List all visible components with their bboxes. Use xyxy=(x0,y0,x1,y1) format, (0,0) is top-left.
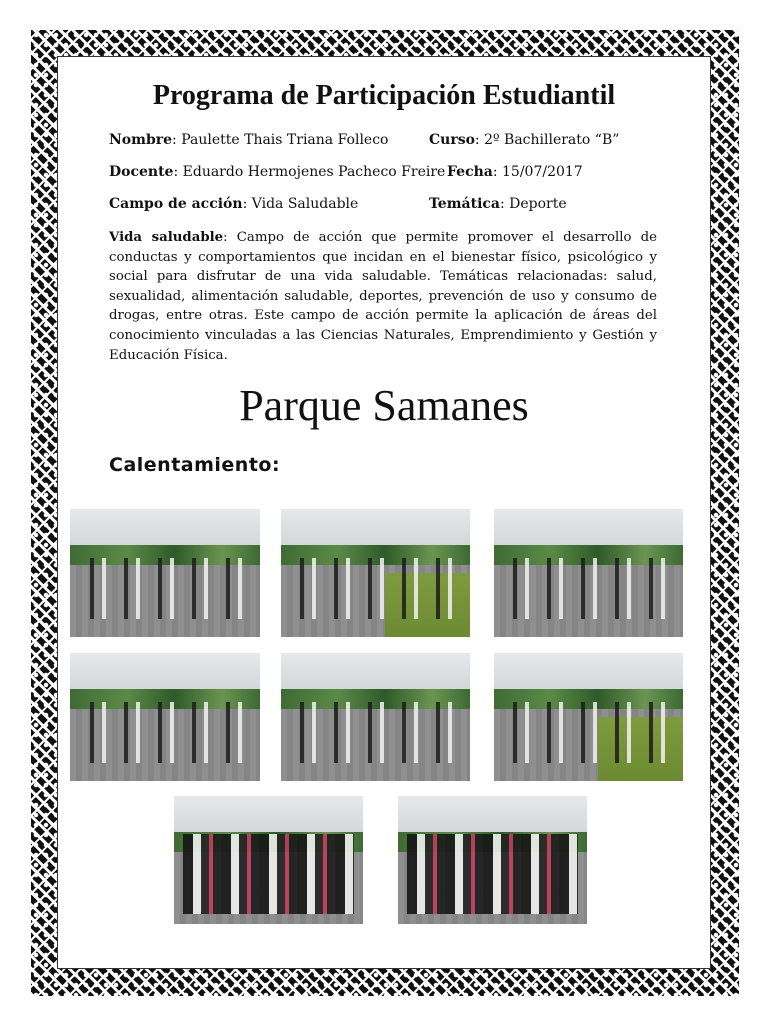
photo-warmup-8 xyxy=(398,796,587,924)
curso-label: Curso xyxy=(429,132,475,148)
nombre-value: : Paulette Thais Triana Folleco xyxy=(172,132,389,148)
nombre-label: Nombre xyxy=(109,132,173,148)
place-heading: Parque Samanes xyxy=(239,381,529,430)
tematica-value: : Deporte xyxy=(499,196,567,212)
row-campo-tematica xyxy=(109,196,669,212)
photo-warmup-5 xyxy=(281,653,470,781)
docente-label: Docente xyxy=(109,164,174,180)
photo-warmup-6 xyxy=(494,653,683,781)
photo-warmup-1 xyxy=(70,509,260,637)
photo-warmup-4 xyxy=(70,653,260,781)
tematica-label: Temática xyxy=(429,196,500,212)
description-text: : Campo de acción que permite promover el desarrollo de conductas y comportamientos que incidan en el bienestar físico, psicológico y social para disfrutar de una vida saludable. Temáticas relacionadas: salud, sexualidad, alimentación saludable, deportes, prevención de uso y consumo de drogas, entre otras. Este campo de acción permite la aplicación de áreas del conocimiento vinculadas a las Ciencias Naturales, Emprendimiento y Gestión y Educación Física. xyxy=(109,230,657,363)
campo-value: : Vida Saludable xyxy=(242,196,359,212)
photo-warmup-3 xyxy=(494,509,683,637)
fecha-value: : 15/07/2017 xyxy=(492,164,583,180)
photo-warmup-7 xyxy=(174,796,363,924)
campo-label: Campo de acción xyxy=(109,196,243,212)
description-label: Vida saludable xyxy=(109,230,224,245)
curso-value: : 2º Bachillerato “B” xyxy=(474,132,620,148)
fecha-label: Fecha xyxy=(447,164,493,180)
photo-warmup-2 xyxy=(281,509,470,637)
docente-value: : Eduardo Hermojenes Pacheco Freire xyxy=(173,164,446,180)
description-paragraph xyxy=(109,228,657,365)
page-title: Programa de Participación Estudiantil xyxy=(152,80,616,111)
row-nombre-curso xyxy=(109,132,669,148)
section-title: Calentamiento: xyxy=(109,454,281,476)
row-docente-fecha xyxy=(109,164,669,180)
